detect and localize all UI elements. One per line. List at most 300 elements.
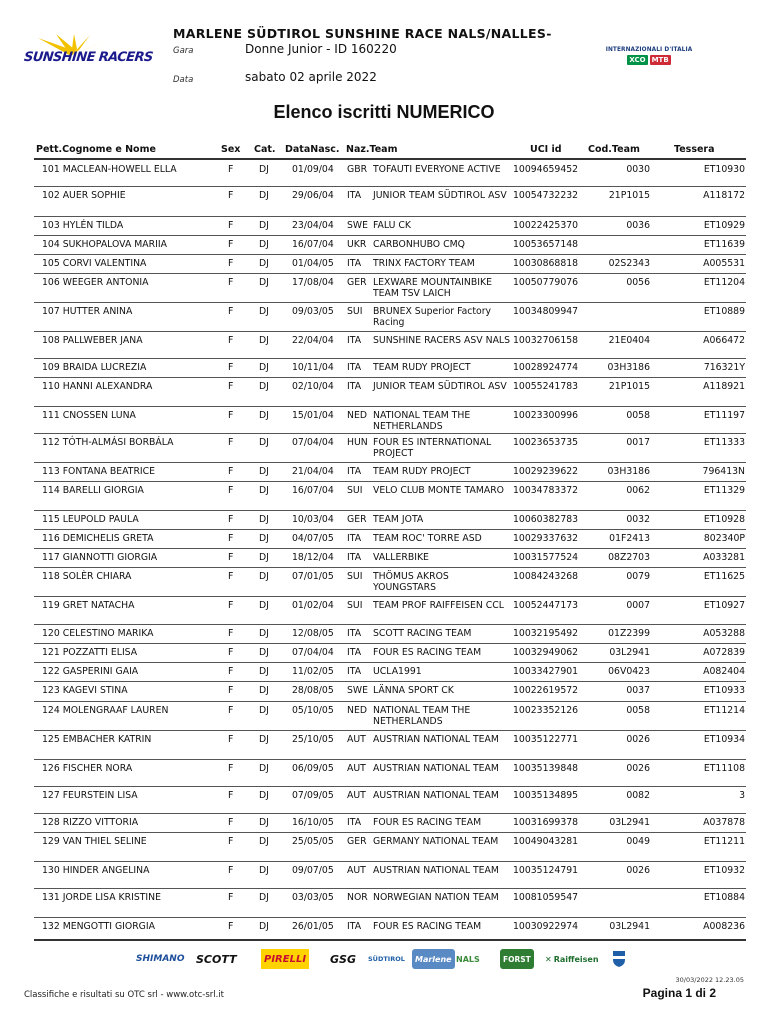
- row-cod-team: 01F2413: [609, 533, 650, 544]
- row-naz: ITA: [347, 921, 362, 932]
- row-sex: F: [228, 571, 234, 582]
- row-cod-team: 03L2941: [609, 647, 650, 658]
- row-naz: ITA: [347, 335, 362, 346]
- sponsor-shimano: SHIMANO: [136, 954, 185, 964]
- page-number: Pagina 1 di 2: [642, 986, 716, 1000]
- row-naz: ITA: [347, 362, 362, 373]
- row-uci: 10049043281: [513, 836, 579, 847]
- row-team: THÖMUS AKROS YOUNGSTARS: [373, 571, 449, 593]
- raiffeisen-cross-icon: ✕: [545, 954, 552, 964]
- row-uci: 10023300996: [513, 410, 579, 421]
- row-cod-team: 21P1015: [608, 381, 650, 392]
- row-sex: F: [228, 514, 234, 525]
- row-uci: 10084243268: [513, 571, 579, 582]
- row-naz: AUT: [347, 763, 366, 774]
- row-tessera: A118172: [703, 190, 745, 201]
- row-divider: [34, 235, 746, 236]
- row-uci: 10035134895: [513, 790, 579, 801]
- row-naz: ITA: [347, 552, 362, 563]
- row-tessera: ET11204: [703, 277, 745, 288]
- row-uci: 10023653735: [513, 437, 579, 448]
- row-tessera: A053288: [703, 628, 745, 639]
- row-naz: SWE: [347, 220, 368, 231]
- row-tessera: ET11108: [703, 763, 745, 774]
- list-title: Elenco iscritti NUMERICO: [273, 102, 495, 122]
- row-cat: DJ: [259, 381, 269, 392]
- row-name: 104 SUKHOPALOVA MARIIA: [42, 239, 167, 250]
- row-sex: F: [228, 362, 234, 373]
- row-dob: 22/04/04: [292, 335, 334, 346]
- col-header-cat: Cat.: [254, 144, 276, 155]
- row-tessera: ET11211: [703, 836, 745, 847]
- sunshine-racers-logo: [22, 34, 154, 76]
- row-sex: F: [228, 466, 234, 477]
- row-uci: 10081059547: [513, 892, 579, 903]
- sponsor-marlene: Marlene: [412, 949, 455, 969]
- gara-value: Donne Junior - ID 160220: [245, 42, 397, 56]
- footer-credit: Classifiche e risultati su OTC srl - www.otc-srl.it: [24, 990, 224, 1000]
- row-cat: DJ: [259, 239, 269, 250]
- row-cod-team: 0037: [626, 685, 650, 696]
- row-name: 105 CORVI VALENTINA: [42, 258, 147, 269]
- sponsor-raiffeisen-label: Raiffeisen: [553, 954, 599, 964]
- row-divider: [34, 624, 746, 625]
- row-cod-team: 0017: [626, 437, 650, 448]
- row-dob: 26/01/05: [292, 921, 334, 932]
- row-uci: 10035122771: [513, 734, 579, 745]
- row-team: FOUR ES RACING TEAM: [373, 817, 482, 828]
- row-divider: [34, 681, 746, 682]
- row-sex: F: [228, 335, 234, 346]
- row-naz: ITA: [347, 381, 362, 392]
- col-header-tessera: Tessera: [674, 144, 715, 155]
- row-naz: GER: [347, 514, 367, 525]
- row-uci: 10055241783: [513, 381, 579, 392]
- row-cat: DJ: [259, 685, 269, 696]
- row-dob: 28/08/05: [292, 685, 334, 696]
- row-cod-team: 0062: [626, 485, 650, 496]
- row-dob: 01/02/04: [292, 600, 334, 611]
- row-tessera: ET10933: [703, 685, 745, 696]
- row-naz: NED: [347, 410, 367, 421]
- row-team: TEAM ROC' TORRE ASD: [373, 533, 482, 544]
- row-name: 126 FISCHER NORA: [42, 763, 133, 774]
- row-name: 128 RIZZO VITTORIA: [42, 817, 139, 828]
- row-cod-team: 03L2941: [609, 817, 650, 828]
- row-sex: F: [228, 437, 234, 448]
- row-team: FOUR ES RACING TEAM: [373, 921, 482, 932]
- row-name: 125 EMBACHER KATRIN: [42, 734, 152, 745]
- row-sex: F: [228, 533, 234, 544]
- row-divider: [34, 662, 746, 663]
- row-name: 118 SOLÈR CHIARA: [42, 571, 132, 582]
- row-dob: 07/01/05: [292, 571, 334, 582]
- sponsor-pirelli: PIRELLI: [261, 949, 309, 969]
- row-naz: ITA: [347, 628, 362, 639]
- row-cat: DJ: [259, 571, 269, 582]
- row-team: CARBONHUBO CMQ: [373, 239, 465, 250]
- row-sex: F: [228, 485, 234, 496]
- row-divider: [34, 529, 746, 530]
- row-divider: [34, 462, 746, 463]
- row-divider: [34, 701, 746, 702]
- row-name: 122 GASPERINI GAIA: [42, 666, 139, 677]
- row-team: AUSTRIAN NATIONAL TEAM: [373, 734, 499, 745]
- row-naz: ITA: [347, 666, 362, 677]
- row-tessera: ET10934: [703, 734, 745, 745]
- row-naz: SUI: [347, 571, 363, 582]
- row-team: FOUR ES INTERNATIONAL PROJECT: [373, 437, 492, 459]
- row-uci: 10031577524: [513, 552, 579, 563]
- row-divider: [34, 813, 746, 814]
- row-uci: 10050779076: [513, 277, 579, 288]
- row-sex: F: [228, 410, 234, 421]
- row-divider: [34, 254, 746, 255]
- sponsor-strip: [0, 945, 768, 973]
- row-dob: 16/07/04: [292, 239, 334, 250]
- row-cod-team: 06V0423: [608, 666, 650, 677]
- row-divider: [34, 377, 746, 378]
- row-dob: 10/11/04: [292, 362, 334, 373]
- row-tessera: ET10884: [703, 892, 745, 903]
- row-dob: 07/04/04: [292, 437, 334, 448]
- row-cod-team: 02S2343: [608, 258, 650, 269]
- row-name: 108 PALLWEBER JANA: [42, 335, 143, 346]
- row-sex: F: [228, 277, 234, 288]
- row-naz: GER: [347, 836, 367, 847]
- row-dob: 05/10/05: [292, 705, 334, 716]
- row-sex: F: [228, 647, 234, 658]
- row-dob: 21/04/04: [292, 466, 334, 477]
- row-naz: NOR: [347, 892, 368, 903]
- row-cod-team: 21P1015: [608, 190, 650, 201]
- row-name: 116 DEMICHELIS GRETA: [42, 533, 154, 544]
- row-name: 114 BARELLI GIORGIA: [42, 485, 144, 496]
- row-divider: [34, 216, 746, 217]
- row-team: TEAM JOTA: [373, 514, 424, 525]
- row-sex: F: [228, 600, 234, 611]
- row-divider: [34, 302, 746, 303]
- row-naz: SUI: [347, 600, 363, 611]
- row-cod-team: 01Z2399: [608, 628, 650, 639]
- row-tessera: A082404: [703, 666, 745, 677]
- row-divider: [34, 433, 746, 434]
- row-tessera: 716321Y: [703, 362, 745, 373]
- row-team: NORWEGIAN NATION TEAM: [373, 892, 499, 903]
- row-team: TEAM PROF RAIFFEISEN CCL: [373, 600, 504, 611]
- row-dob: 17/08/04: [292, 277, 334, 288]
- row-name: 120 CELESTINO MARIKA: [42, 628, 154, 639]
- row-divider: [34, 730, 746, 731]
- row-uci: 10054732232: [513, 190, 579, 201]
- event-title: MARLENE SÜDTIROL SUNSHINE RACE NALS/NALLES-: [173, 26, 552, 41]
- row-name: 101 MACLEAN-HOWELL ELLA: [42, 164, 177, 175]
- row-tessera: ET11197: [703, 410, 745, 421]
- col-header-name: Pett.Cognome e Nome: [36, 144, 156, 155]
- row-cod-team: 03H3186: [607, 466, 650, 477]
- row-naz: ITA: [347, 466, 362, 477]
- row-tessera: 796413N: [702, 466, 745, 477]
- row-cat: DJ: [259, 552, 269, 563]
- row-cod-team: 0079: [626, 571, 650, 582]
- row-cat: DJ: [259, 410, 269, 421]
- row-cat: DJ: [259, 533, 269, 544]
- row-uci: 10030922974: [513, 921, 579, 932]
- row-name: 107 HUTTER ANINA: [42, 306, 133, 317]
- row-dob: 07/09/05: [292, 790, 334, 801]
- row-tessera: ET10927: [703, 600, 745, 611]
- row-dob: 10/03/04: [292, 514, 334, 525]
- row-tessera: ET11333: [703, 437, 745, 448]
- row-name: 123 KAGEVI STINA: [42, 685, 128, 696]
- row-naz: ITA: [347, 647, 362, 658]
- row-team: VELO CLUB MONTE TAMARO: [373, 485, 504, 496]
- row-name: 109 BRAIDA LUCREZIA: [42, 362, 147, 373]
- row-sex: F: [228, 685, 234, 696]
- row-divider: [34, 510, 746, 511]
- col-header-naz-team: Naz.Team: [346, 144, 398, 155]
- row-uci: 10034783372: [513, 485, 579, 496]
- col-header-sex: Sex: [221, 144, 241, 155]
- row-team: FALU CK: [373, 220, 411, 231]
- sponsor-gsg: GSG: [330, 952, 356, 966]
- row-cat: DJ: [259, 817, 269, 828]
- row-cat: DJ: [259, 437, 269, 448]
- row-uci: 10028924774: [513, 362, 579, 373]
- row-sex: F: [228, 921, 234, 932]
- row-tessera: ET10930: [703, 164, 745, 175]
- row-cat: DJ: [259, 666, 269, 677]
- row-cat: DJ: [259, 790, 269, 801]
- row-sex: F: [228, 258, 234, 269]
- row-uci: 10034809947: [513, 306, 579, 317]
- row-name: 130 HINDER ANGELINA: [42, 865, 150, 876]
- row-dob: 09/03/05: [292, 306, 334, 317]
- row-cod-team: 21E0404: [608, 335, 650, 346]
- row-team: TRINX FACTORY TEAM: [373, 258, 475, 269]
- row-naz: GER: [347, 277, 367, 288]
- row-team: AUSTRIAN NATIONAL TEAM: [373, 865, 499, 876]
- row-team: TOFAUTI EVERYONE ACTIVE: [373, 164, 501, 175]
- col-header-dob: DataNasc.: [285, 144, 340, 155]
- row-uci: 10035124791: [513, 865, 579, 876]
- row-divider: [34, 186, 746, 187]
- row-tessera: ET11625: [703, 571, 745, 582]
- row-team: TEAM RUDY PROJECT: [373, 466, 471, 477]
- row-team: AUSTRIAN NATIONAL TEAM: [373, 790, 499, 801]
- row-team: FOUR ES RACING TEAM: [373, 647, 482, 658]
- row-sex: F: [228, 892, 234, 903]
- row-cod-team: 0058: [626, 705, 650, 716]
- data-value: sabato 02 aprile 2022: [245, 70, 377, 84]
- row-cat: DJ: [259, 362, 269, 373]
- row-dob: 04/07/05: [292, 533, 334, 544]
- row-name: 110 HANNI ALEXANDRA: [42, 381, 153, 392]
- row-cod-team: 0058: [626, 410, 650, 421]
- row-team: NATIONAL TEAM THE NETHERLANDS: [373, 705, 471, 727]
- row-cat: DJ: [259, 892, 269, 903]
- row-team: SCOTT RACING TEAM: [373, 628, 472, 639]
- row-cod-team: 0030: [626, 164, 650, 175]
- row-dob: 07/04/04: [292, 647, 334, 658]
- row-team: JUNIOR TEAM SÜDTIROL ASV: [373, 190, 507, 201]
- row-tessera: ET10889: [703, 306, 745, 317]
- row-divider: [34, 759, 746, 760]
- row-name: 127 FEURSTEIN LISA: [42, 790, 138, 801]
- row-naz: SUI: [347, 306, 363, 317]
- gara-label: Gara: [173, 46, 194, 56]
- row-dob: 16/07/04: [292, 485, 334, 496]
- logo-right-title: INTERNAZIONALI D'ITALIA: [605, 47, 693, 53]
- row-naz: ITA: [347, 533, 362, 544]
- row-divider: [34, 548, 746, 549]
- row-tessera: A037878: [703, 817, 745, 828]
- row-divider: [34, 861, 746, 862]
- row-naz: ITA: [347, 817, 362, 828]
- row-name: 115 LEUPOLD PAULA: [42, 514, 139, 525]
- row-tessera: A118921: [703, 381, 745, 392]
- row-dob: 18/12/04: [292, 552, 334, 563]
- row-cat: DJ: [259, 190, 269, 201]
- row-uci: 10060382783: [513, 514, 579, 525]
- row-name: 119 GRET NATACHA: [42, 600, 135, 611]
- row-uci: 10052447173: [513, 600, 579, 611]
- row-naz: AUT: [347, 790, 366, 801]
- row-team: NATIONAL TEAM THE NETHERLANDS: [373, 410, 471, 432]
- row-name: 131 JORDE LISA KRISTINE: [42, 892, 161, 903]
- row-tessera: ET11329: [703, 485, 745, 496]
- row-cat: DJ: [259, 647, 269, 658]
- row-name: 117 GIANNOTTI GIORGIA: [42, 552, 158, 563]
- row-naz: AUT: [347, 865, 366, 876]
- row-name: 112 TÓTH-ALMÁSI BORBÁLA: [42, 437, 174, 448]
- row-team: GERMANY NATIONAL TEAM: [373, 836, 499, 847]
- row-dob: 01/04/05: [292, 258, 334, 269]
- row-divider: [34, 786, 746, 787]
- row-uci: 10053657148: [513, 239, 579, 250]
- row-dob: 06/09/05: [292, 763, 334, 774]
- row-team: JUNIOR TEAM SÜDTIROL ASV: [373, 381, 507, 392]
- row-tessera: A066472: [703, 335, 745, 346]
- row-dob: 02/10/04: [292, 381, 334, 392]
- col-header-uci: UCI id: [530, 144, 562, 155]
- row-sex: F: [228, 836, 234, 847]
- row-team: VALLERBIKE: [373, 552, 429, 563]
- row-tessera: ET10929: [703, 220, 745, 231]
- row-cat: DJ: [259, 836, 269, 847]
- row-name: 111 CNOSSEN LUNA: [42, 410, 136, 421]
- row-divider: [34, 331, 746, 332]
- logo-xco: XCO: [629, 56, 646, 64]
- row-cat: DJ: [259, 705, 269, 716]
- row-cod-team: 08Z2703: [608, 552, 650, 563]
- row-dob: 16/10/05: [292, 817, 334, 828]
- row-divider: [34, 917, 746, 918]
- row-cat: DJ: [259, 277, 269, 288]
- header-divider: [34, 158, 746, 160]
- row-uci: 10035139848: [513, 763, 579, 774]
- row-divider: [34, 358, 746, 359]
- shield-icon: [612, 949, 626, 969]
- row-cat: DJ: [259, 734, 269, 745]
- row-team: UCLA1991: [373, 666, 422, 677]
- row-team: AUSTRIAN NATIONAL TEAM: [373, 763, 499, 774]
- row-dob: 11/02/05: [292, 666, 334, 677]
- row-sex: F: [228, 190, 234, 201]
- sponsor-raiffeisen: [545, 949, 599, 969]
- row-divider: [34, 596, 746, 597]
- row-sex: F: [228, 164, 234, 175]
- row-cat: DJ: [259, 600, 269, 611]
- row-team: BRUNEX Superior Factory Racing: [373, 306, 492, 328]
- row-uci: 10031699378: [513, 817, 579, 828]
- print-timestamp: 30/03/2022 12.23.05: [675, 976, 744, 984]
- row-tessera: 802340P: [703, 533, 745, 544]
- row-dob: 12/08/05: [292, 628, 334, 639]
- row-team: TEAM RUDY PROJECT: [373, 362, 471, 373]
- row-divider: [34, 273, 746, 274]
- row-dob: 03/03/05: [292, 892, 334, 903]
- row-name: 132 MENGOTTI GIORGIA: [42, 921, 155, 932]
- row-name: 124 MOLENGRAAF LAUREN: [42, 705, 169, 716]
- row-sex: F: [228, 790, 234, 801]
- row-name: 102 AUER SOPHIE: [42, 190, 126, 201]
- row-team: SUNSHINE RACERS ASV NALS: [373, 335, 511, 346]
- internazionali-italia-logo: [605, 47, 693, 69]
- row-cat: DJ: [259, 485, 269, 496]
- row-uci: 10030868818: [513, 258, 579, 269]
- row-cod-team: 0026: [626, 865, 650, 876]
- row-divider: [34, 939, 746, 941]
- row-cat: DJ: [259, 306, 269, 317]
- row-naz: GBR: [347, 164, 368, 175]
- row-divider: [34, 643, 746, 644]
- row-naz: NED: [347, 705, 367, 716]
- row-name: 106 WEEGER ANTONIA: [42, 277, 149, 288]
- row-dob: 29/06/04: [292, 190, 334, 201]
- row-divider: [34, 888, 746, 889]
- row-cat: DJ: [259, 164, 269, 175]
- row-naz: HUN: [347, 437, 368, 448]
- row-naz: ITA: [347, 190, 362, 201]
- row-naz: SUI: [347, 485, 363, 496]
- row-cod-team: 0049: [626, 836, 650, 847]
- row-cod-team: 0056: [626, 277, 650, 288]
- row-name: 113 FONTANA BEATRICE: [42, 466, 156, 477]
- row-sex: F: [228, 666, 234, 677]
- row-uci: 10094659452: [513, 164, 579, 175]
- sponsor-forst: FORST: [500, 949, 534, 969]
- row-sex: F: [228, 763, 234, 774]
- logo-wordmark: SUNSHINE RACERS: [23, 50, 154, 65]
- row-cod-team: 03H3186: [607, 362, 650, 373]
- row-tessera: ET11214: [703, 705, 745, 716]
- row-uci: 10032949062: [513, 647, 579, 658]
- row-cod-team: 0082: [626, 790, 650, 801]
- row-cat: DJ: [259, 466, 269, 477]
- row-uci: 10023352126: [513, 705, 579, 716]
- row-cat: DJ: [259, 921, 269, 932]
- row-uci: 10022619572: [513, 685, 579, 696]
- row-sex: F: [228, 628, 234, 639]
- row-sex: F: [228, 705, 234, 716]
- row-dob: 25/05/05: [292, 836, 334, 847]
- row-tessera: A072839: [703, 647, 745, 658]
- row-sex: F: [228, 306, 234, 317]
- row-dob: 25/10/05: [292, 734, 334, 745]
- row-divider: [34, 832, 746, 833]
- row-sex: F: [228, 381, 234, 392]
